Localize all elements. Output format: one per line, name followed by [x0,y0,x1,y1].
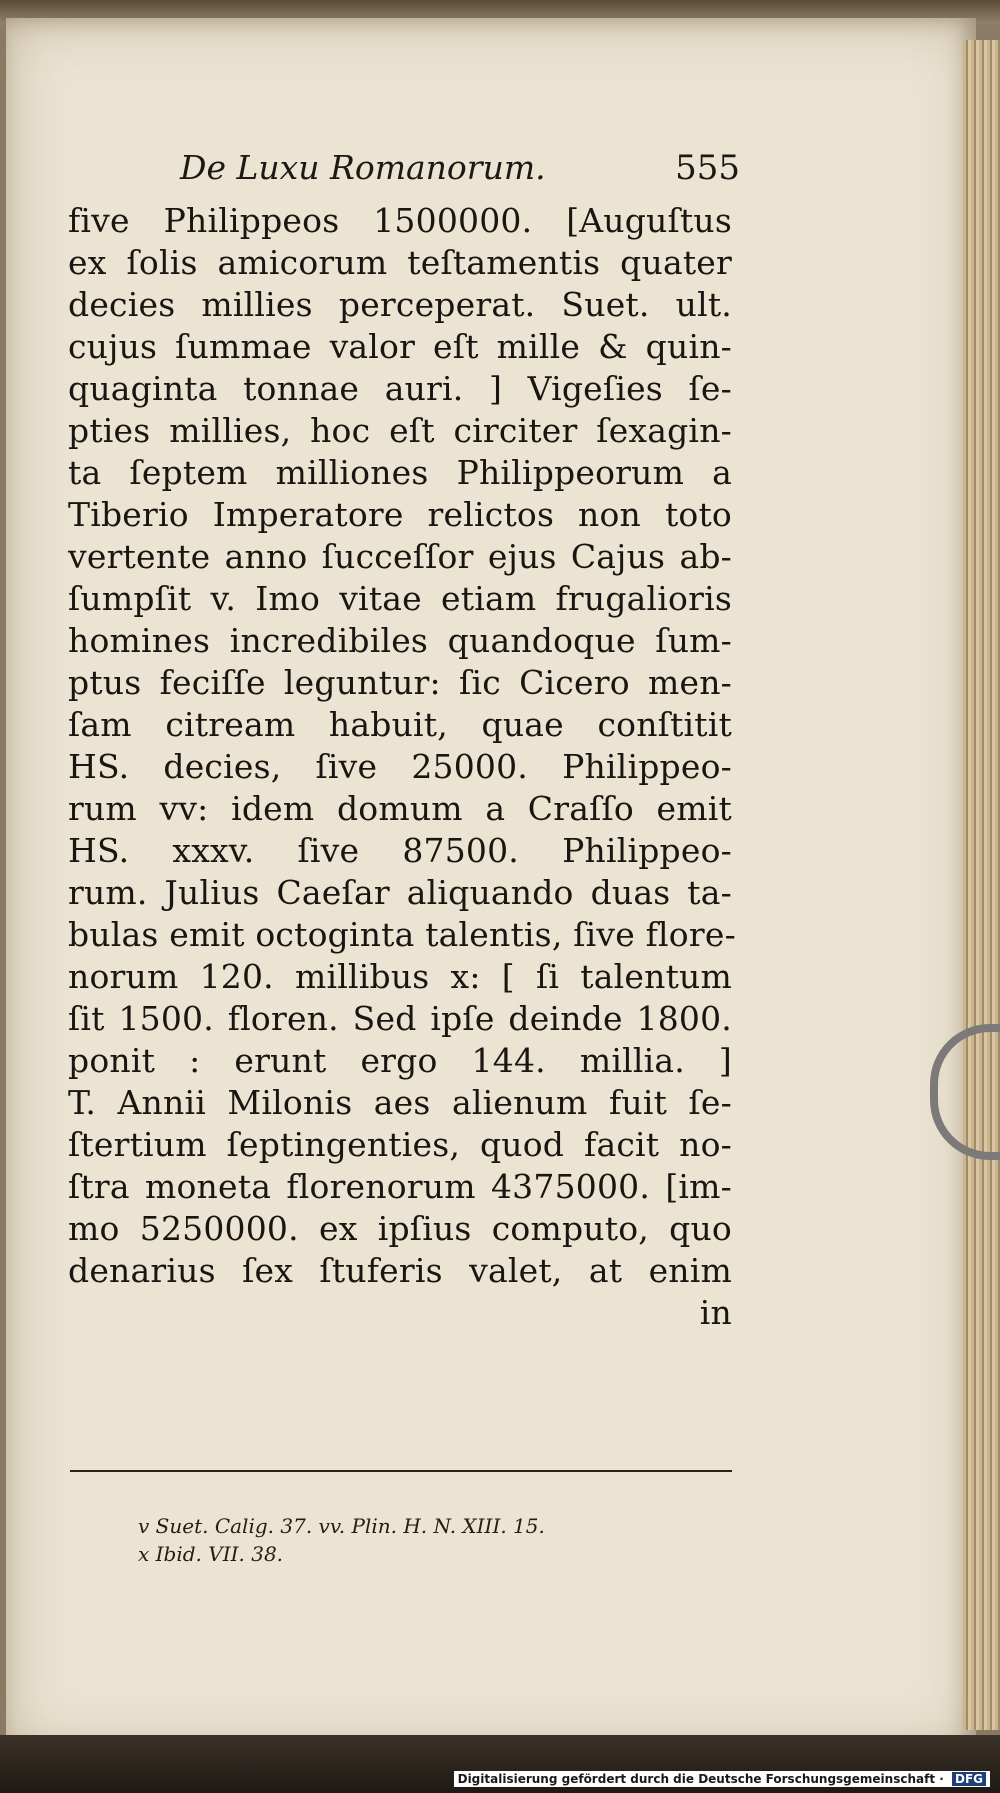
text-line: ptus feciſſe leguntur: ſic Cicero men- [68,663,732,702]
text-line: cujus ſummae valor eſt mille & quin- [68,327,732,366]
text-line: quaginta tonnae auri. ] Vigeſies ſe- [68,369,732,408]
text-line: bulas emit octoginta talentis, ſive flore- [68,915,736,954]
text-line: HS. xxxv. ſive 87500. Philippeo- [68,831,732,870]
page-edges [963,40,1000,1730]
text-line: pties millies, hoc eſt circiter ſexagin- [68,411,732,450]
dfg-logo: DFG [952,1772,986,1786]
text-line: mo 5250000. ex ipſius computo, quo [68,1209,732,1248]
footnote-rule [70,1470,732,1472]
text-line: in [699,1293,732,1332]
running-head: De Luxu Romanorum. [180,148,546,187]
text-line: ex ſolis amicorum teſtamentis quater [68,243,732,282]
text-line: Tiberio Imperatore relictos non toto [68,495,732,534]
footnotes [138,1512,738,1568]
text-line: five Philippeos 1500000. [Auguſtus [68,201,732,240]
text-line: ſtertium ſeptingenties, quod facit no- [68,1125,732,1164]
text-line: ſit 1500. floren. Sed ipſe deinde 1800. [68,999,732,1038]
text-line: ſam citream habuit, quae conſtitit [68,705,732,744]
text-line: T. Annii Milonis aes alienum fuit ſe- [68,1083,732,1122]
text-line: ſumpſit v. Imo vitae etiam frugalioris [68,579,732,618]
text-line: rum vv: idem domum a Craſſo emit [68,789,732,828]
text-line: denarius ſex ſtuferis valet, at enim [68,1251,732,1290]
text-line: norum 120. millibus x: [ ſi talentum [68,957,732,996]
text-line: homines incredibiles quandoque ſum- [68,621,732,660]
credit-text: Digitalisierung gefördert durch die Deutsche Forschungsgemeinschaft · [457,1772,944,1786]
text-line: decies millies perceperat. Suet. ult. [68,285,732,324]
page-header [180,148,740,192]
text-line: ſtra moneta florenorum 4375000. [im- [68,1167,732,1206]
text-line: HS. decies, ſive 25000. Philippeo- [68,747,732,786]
digitization-credit [454,1771,990,1787]
text-line: vertente anno ſucceſſor ejus Cajus ab- [68,537,732,576]
text-line: ponit : erunt ergo 144. millia. ] [68,1041,732,1080]
text-line: ta ſeptem milliones Philippeorum a [68,453,732,492]
footnote: x Ibid. VII. 38. [138,1542,284,1566]
page-number: 555 [675,148,740,188]
text-line: rum. Julius Caeſar aliquando duas ta- [68,873,732,912]
footnote: v Suet. Calig. 37. vv. Plin. H. N. XIII. 15. [138,1514,545,1538]
body-text [68,200,736,1334]
